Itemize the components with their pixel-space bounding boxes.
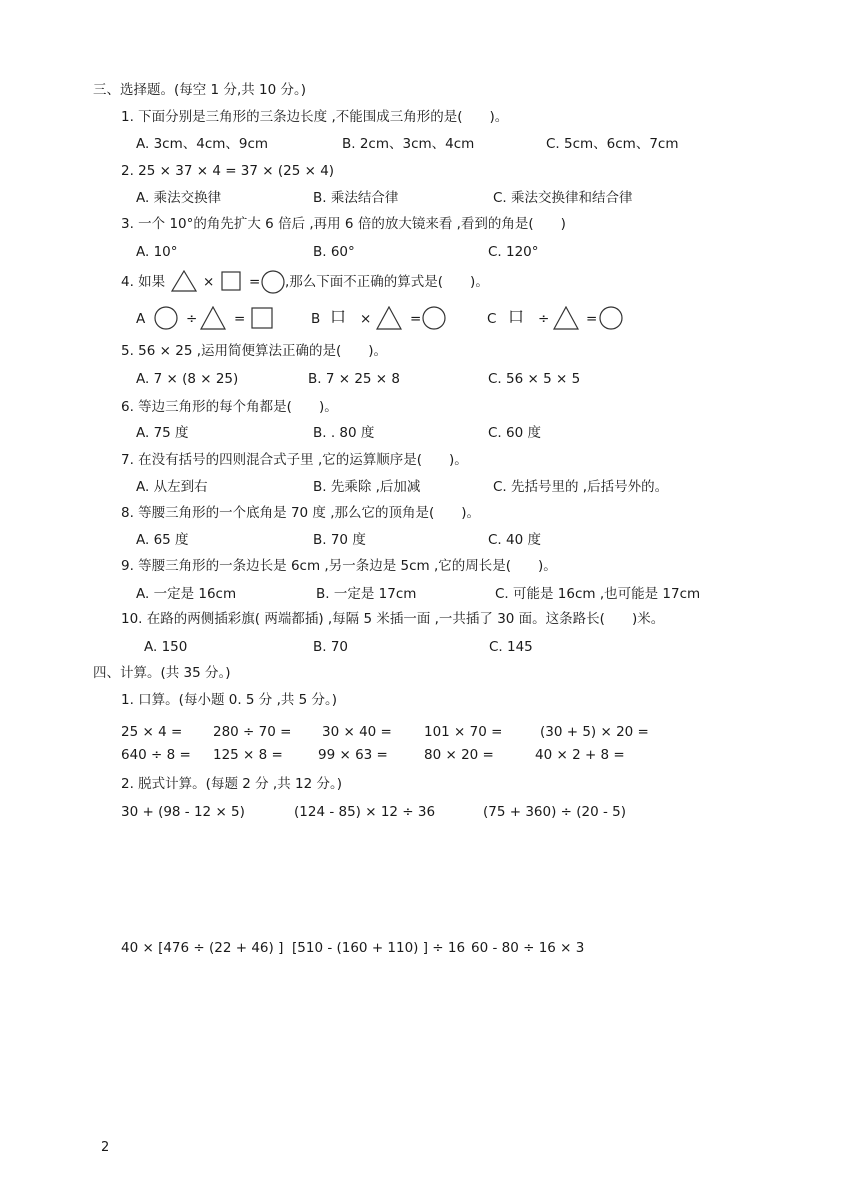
q9-stem: 9. 等腰三角形的一条边长是 6cm ,另一条边是 5cm ,它的周长是( )。	[121, 558, 557, 574]
oral-calc-item: 280 ÷ 70 =	[213, 724, 292, 740]
q4-b-times-sign: ×	[360, 311, 372, 327]
q8-option-c: C. 40 度	[488, 532, 541, 548]
written-calc-item: 30 + (98 - 12 × 5)	[121, 804, 245, 820]
written-calc-item: (75 + 360) ÷ (20 - 5)	[483, 804, 627, 820]
q5-option-c: C. 56 × 5 × 5	[488, 371, 581, 387]
q9-option-b: B. 一定是 17cm	[316, 586, 417, 602]
q7-option-a: A. 从左到右	[136, 479, 208, 495]
q10-option-c: C. 145	[489, 639, 533, 655]
q8-option-b: B. 70 度	[313, 532, 366, 548]
q7-stem: 7. 在没有括号的四则混合式子里 ,它的运算顺序是( )。	[121, 452, 468, 468]
oral-calc-item: 640 ÷ 8 =	[121, 747, 191, 763]
q5-option-b: B. 7 × 25 × 8	[308, 371, 400, 387]
page-number: 2	[101, 1140, 110, 1155]
q6-option-b: B. . 80 度	[313, 425, 375, 441]
q3-option-c: C. 120°	[488, 244, 539, 260]
q8-stem: 8. 等腰三角形的一个底角是 70 度 ,那么它的顶角是( )。	[121, 505, 481, 521]
q1-option-b: B. 2cm、3cm、4cm	[342, 136, 475, 152]
oral-calc-title: 1. 口算。(每小题 0. 5 分 ,共 5 分。)	[121, 692, 338, 708]
oral-calc-item: 125 × 8 =	[213, 747, 283, 763]
q2-option-b: B. 乘法结合律	[313, 190, 399, 206]
triangle-icon	[553, 306, 579, 330]
q6-option-a: A. 75 度	[136, 425, 189, 441]
triangle-icon	[376, 306, 402, 330]
section4-heading: 四、计算。(共 35 分。)	[93, 665, 231, 681]
q4-c-divide-sign: ÷	[538, 311, 550, 327]
q1-option-c: C. 5cm、6cm、7cm	[546, 136, 679, 152]
q4-option-b-label: B	[311, 311, 321, 327]
q4-a-divide-sign: ÷	[186, 311, 198, 327]
written-calc-item: [510 - (160 + 110) ] ÷ 16	[292, 940, 466, 956]
q4-times-sign: ×	[203, 274, 215, 290]
q4-option-c-label: C	[487, 311, 497, 327]
q9-option-a: A. 一定是 16cm	[136, 586, 237, 602]
q1-option-a: A. 3cm、4cm、9cm	[136, 136, 269, 152]
q2-option-c: C. 乘法交换律和结合律	[493, 190, 633, 206]
oral-calc-item: 101 × 70 =	[424, 724, 503, 740]
oral-calc-item: 99 × 63 =	[318, 747, 388, 763]
q7-option-c: C. 先括号里的 ,后括号外的。	[493, 479, 669, 495]
triangle-icon	[200, 306, 226, 330]
oral-calc-item: 30 × 40 =	[322, 724, 392, 740]
oral-calc-item: 40 × 2 + 8 =	[535, 747, 625, 763]
q3-option-a: A. 10°	[136, 244, 178, 260]
q4-a-equals-sign: =	[234, 311, 246, 327]
oral-calc-item: 25 × 4 =	[121, 724, 183, 740]
q1-stem: 1. 下面分别是三角形的三条边长度 ,不能围成三角形的是( )。	[121, 109, 509, 125]
q5-option-a: A. 7 × (8 × 25)	[136, 371, 239, 387]
q3-stem: 3. 一个 10°的角先扩大 6 倍后 ,再用 6 倍的放大镜来看 ,看到的角是( )	[121, 216, 566, 232]
q4-suffix: ,那么下面不正确的算式是( )。	[285, 274, 489, 290]
q10-stem: 10. 在路的两侧插彩旗( 两端都插) ,每隔 5 米插一面 ,一共插了 30 面。这条路长( )米。	[121, 611, 665, 627]
q3-option-b: B. 60°	[313, 244, 355, 260]
q2-option-a: A. 乘法交换律	[136, 190, 222, 206]
q10-option-b: B. 70	[313, 639, 349, 655]
triangle-icon	[171, 270, 197, 292]
q9-option-c: C. 可能是 16cm ,也可能是 17cm	[495, 586, 701, 602]
q7-option-b: B. 先乘除 ,后加减	[313, 479, 421, 495]
section3-heading: 三、选择题。(每空 1 分,共 10 分。)	[93, 82, 307, 98]
q10-option-a: A. 150	[144, 639, 188, 655]
oral-calc-item: (30 + 5) × 20 =	[540, 724, 649, 740]
q4-b-square: 口	[330, 307, 347, 326]
written-calc-title: 2. 脱式计算。(每题 2 分 ,共 12 分。)	[121, 776, 342, 792]
written-calc-item: 40 × [476 ÷ (22 + 46) ]	[121, 940, 284, 956]
square-icon	[251, 307, 273, 329]
q4-prefix: 4. 如果	[121, 274, 166, 290]
circle-icon	[422, 306, 446, 330]
q4-b-equals-sign: =	[410, 311, 422, 327]
oral-calc-item: 80 × 20 =	[424, 747, 494, 763]
q4-c-equals-sign: =	[586, 311, 598, 327]
written-calc-item: (124 - 85) × 12 ÷ 36	[294, 804, 436, 820]
q4-c-square: 口	[508, 307, 525, 326]
q6-stem: 6. 等边三角形的每个角都是( )。	[121, 399, 338, 415]
circle-icon	[261, 270, 285, 294]
q6-option-c: C. 60 度	[488, 425, 541, 441]
written-calc-item: 60 - 80 ÷ 16 × 3	[471, 940, 585, 956]
q2-stem: 2. 25 × 37 × 4 = 37 × (25 × 4)	[121, 163, 335, 179]
q8-option-a: A. 65 度	[136, 532, 189, 548]
square-icon	[221, 271, 241, 291]
circle-icon	[599, 306, 623, 330]
q4-equals-sign: =	[249, 274, 261, 290]
q4-option-a-label: A	[136, 311, 146, 327]
q5-stem: 5. 56 × 25 ,运用简便算法正确的是( )。	[121, 343, 388, 359]
circle-icon	[154, 306, 178, 330]
